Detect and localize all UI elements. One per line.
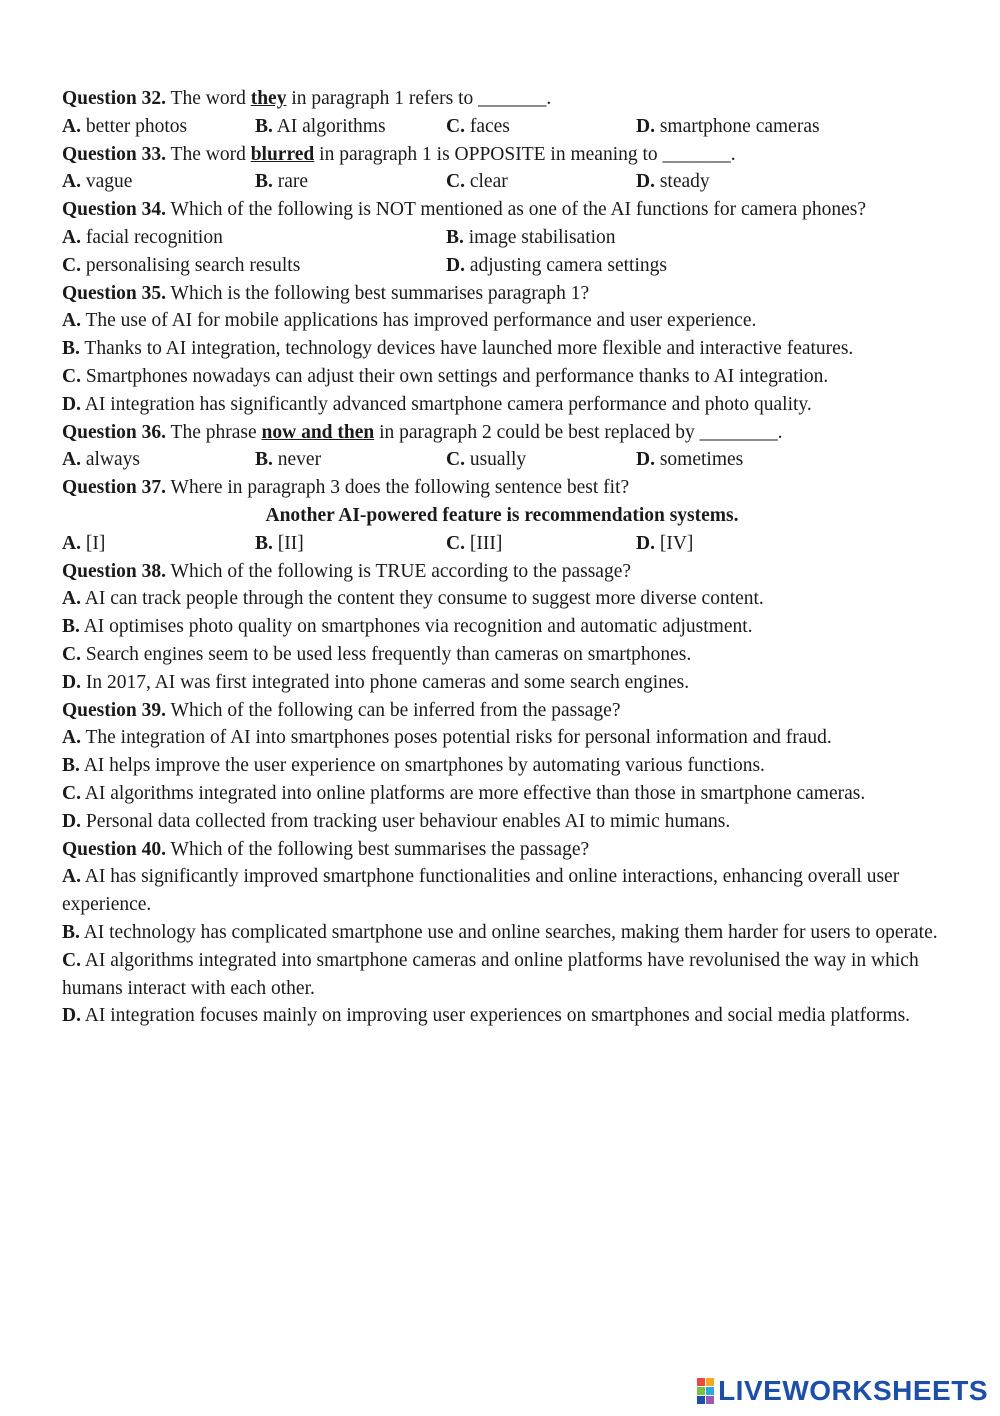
option-d: D. In 2017, AI was first integrated into phone cameras and some search engines.	[62, 671, 690, 693]
option-b: B. AI optimises photo quality on smartphones via recognition and automatic adjustment.	[62, 616, 753, 638]
option-d: D. adjusting camera settings	[446, 254, 667, 276]
question-32-options	[62, 113, 942, 141]
option-a: A. always	[62, 449, 140, 471]
option-c: C. Smartphones nowadays can adjust their own settings and performance thanks to AI integration.	[62, 365, 829, 387]
question-33-stem: Question 33. The word blurred in paragraph 1 is OPPOSITE in meaning to _______.	[62, 143, 736, 165]
option-d: D. [IV]	[636, 532, 694, 554]
option-c: C. AI algorithms integrated into smartphone cameras and online platforms have revolunised the way in which humans interact with each other.	[62, 949, 919, 999]
liveworksheets-logo	[697, 1374, 988, 1408]
logo-mark-icon	[697, 1378, 714, 1404]
option-c: C. clear	[446, 171, 508, 193]
option-c: C. Search engines seem to be used less frequently than cameras on smartphones.	[62, 643, 692, 665]
question-34-options-row2	[62, 252, 942, 280]
question-34-options-row1	[62, 224, 942, 252]
question-38-stem: Question 38. Which of the following is TRUE according to the passage?	[62, 560, 632, 582]
option-b: B. image stabilisation	[446, 226, 616, 248]
question-35-stem: Question 35. Which is the following best summarises paragraph 1?	[62, 282, 590, 304]
option-d: D. Personal data collected from tracking user behaviour enables AI to mimic humans.	[62, 810, 731, 832]
option-c: C. faces	[446, 115, 510, 137]
option-b: B. AI technology has complicated smartphone use and online searches, making them harder for users to operate.	[62, 921, 938, 943]
worksheet-document	[62, 85, 942, 1030]
option-a: A. AI has significantly improved smartphone functionalities and online interactions, enhancing overall user experience.	[62, 866, 900, 916]
question-36-options	[62, 446, 942, 474]
question-37-options	[62, 530, 942, 558]
option-b: B. Thanks to AI integration, technology devices have launched more flexible and interactive features.	[62, 338, 854, 360]
option-b: B. [II]	[255, 532, 304, 554]
question-36-stem: Question 36. The phrase now and then in paragraph 2 could be best replaced by ________.	[62, 421, 783, 443]
option-b: B. rare	[255, 171, 309, 193]
option-a: A. The integration of AI into smartphones poses potential risks for personal information and fraud.	[62, 727, 832, 749]
question-33-options	[62, 168, 942, 196]
question-34-stem: Question 34. Which of the following is NOT mentioned as one of the AI functions for camera phones?	[62, 199, 867, 221]
option-d: D. AI integration has significantly advanced smartphone camera performance and photo quality.	[62, 393, 812, 415]
option-c: C. personalising search results	[62, 254, 301, 276]
question-37-stem: Question 37. Where in paragraph 3 does the following sentence best fit?	[62, 477, 630, 499]
option-d: D. steady	[636, 171, 710, 193]
option-a: A. facial recognition	[62, 226, 223, 248]
option-c: C. [III]	[446, 532, 503, 554]
logo-text: LIVEWORKSHEETS	[718, 1375, 988, 1406]
option-b: B. AI helps improve the user experience on smartphones by automating various functions.	[62, 755, 765, 777]
option-c: C. AI algorithms integrated into online platforms are more effective than those in smartphone cameras.	[62, 782, 866, 804]
option-d: D. smartphone cameras	[636, 115, 820, 137]
option-a: A. better photos	[62, 115, 188, 137]
option-d: D. AI integration focuses mainly on improving user experiences on smartphones and social media platforms.	[62, 1005, 911, 1027]
option-a: A. vague	[62, 171, 133, 193]
question-39-stem: Question 39. Which of the following can be inferred from the passage?	[62, 699, 621, 721]
option-b: B. never	[255, 449, 322, 471]
option-a: A. The use of AI for mobile applications has improved performance and user experience.	[62, 310, 757, 332]
option-a: A. AI can track people through the content they consume to suggest more diverse content.	[62, 588, 764, 610]
question-32-stem: Question 32. The word they in paragraph 1 refers to _______.	[62, 88, 552, 109]
option-b: B. AI algorithms	[255, 115, 386, 137]
option-d: D. sometimes	[636, 449, 744, 471]
option-a: A. [I]	[62, 532, 106, 554]
question-37-quote: Another AI-powered feature is recommendation systems.	[265, 504, 739, 526]
question-40-stem: Question 40. Which of the following best summarises the passage?	[62, 838, 590, 860]
option-c: C. usually	[446, 449, 527, 471]
